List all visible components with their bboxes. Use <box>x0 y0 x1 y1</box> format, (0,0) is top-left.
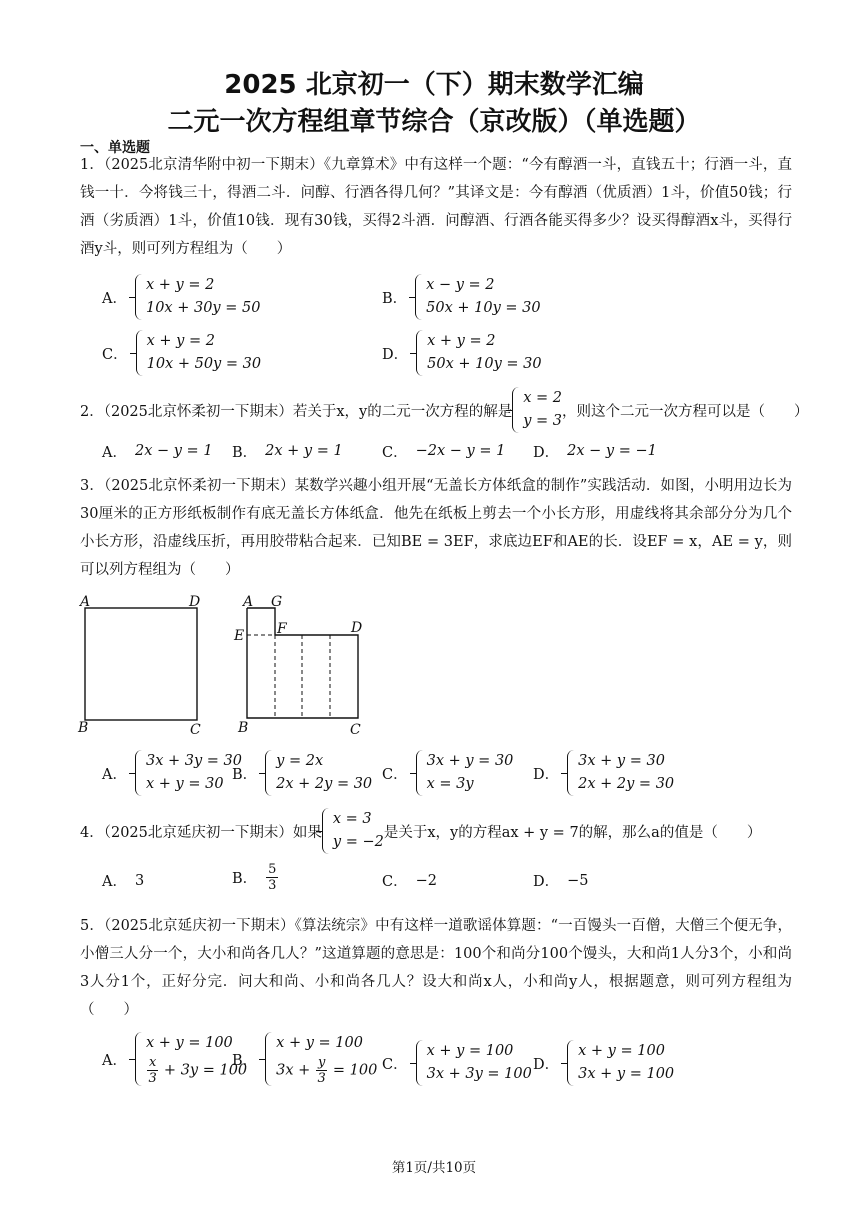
option-label: C． <box>382 445 408 461</box>
equation: 3x + 3y = 100 <box>426 1066 532 1082</box>
option-label: D． <box>533 445 560 461</box>
equation: y = −2 <box>332 834 384 850</box>
label-g: G <box>271 594 283 610</box>
denominator: 3 <box>148 1071 157 1086</box>
solution-system <box>322 808 384 854</box>
equation: x = 3 <box>332 811 372 827</box>
equation: 3x + y = 30 <box>426 753 514 769</box>
equation-system <box>135 1032 247 1086</box>
q5-option-a[interactable] <box>102 1032 247 1086</box>
option-text: 2x + y = 1 <box>265 443 343 459</box>
equation-system <box>135 750 242 796</box>
q5-option-c[interactable] <box>382 1040 532 1086</box>
option-label: C． <box>382 874 408 890</box>
equation: x − y = 2 <box>426 277 495 293</box>
option-label: B． <box>232 1052 258 1069</box>
q1-option-c[interactable] <box>102 330 261 376</box>
q1-option-a[interactable] <box>102 274 260 320</box>
equation-rest: + 3y = 100 <box>159 1062 248 1079</box>
q5-option-b[interactable] <box>232 1032 377 1086</box>
q5-option-d[interactable] <box>533 1040 674 1086</box>
question-1-stem: 1．（2025北京清华附中初一下期末）《九章算术》中有这样一个题：“今有醇酒一斗，直钱五十；行酒一斗，直钱一十．今将钱三十，得酒二斗．问醇、行酒各得几何？”其译文是：今有醇酒（优质酒）1斗，价值50钱；行酒（劣质酒）1斗，价值10钱．现有30钱，买得2斗酒．问醇酒、行酒各能买得多少？设买得醇酒x斗，买得行酒y斗，则可列方程组为（ ） <box>80 157 792 257</box>
equation-system <box>416 750 514 796</box>
equation: x + y = 100 <box>145 1035 233 1051</box>
q3-option-c[interactable] <box>382 750 513 796</box>
option-label: B． <box>232 871 258 887</box>
q4-option-b[interactable] <box>232 862 279 893</box>
equation-rest: = 100 <box>328 1062 378 1079</box>
question-2-stem <box>80 387 809 433</box>
option-label: D． <box>533 1056 560 1073</box>
square-board <box>85 608 197 720</box>
section-heading: 一、单选题 <box>80 140 150 156</box>
equation-system <box>416 330 541 376</box>
q1-option-d[interactable] <box>382 330 542 376</box>
q4-stem-before: 4．（2025北京延庆初一下期末）如果 <box>80 824 322 841</box>
label-a: A <box>80 594 91 610</box>
q2-option-a[interactable] <box>102 440 213 463</box>
q4-option-a[interactable] <box>102 870 144 891</box>
fraction <box>316 1055 327 1086</box>
q4-option-d[interactable] <box>533 870 589 891</box>
equation-system <box>265 750 372 796</box>
equation: x + y = 2 <box>146 333 215 349</box>
option-label: C． <box>382 1056 408 1073</box>
equation-pre: 3x + <box>276 1062 315 1079</box>
equation-system <box>415 274 540 320</box>
equation: 10x + 30y = 50 <box>145 300 261 316</box>
label-b2: B <box>238 720 249 736</box>
equation: 3x + y = 100 <box>578 1066 675 1082</box>
equation-system <box>136 330 261 376</box>
equation-system <box>265 1032 377 1086</box>
equation <box>276 1055 377 1086</box>
q2-option-c[interactable] <box>382 440 505 463</box>
q4-option-c[interactable] <box>382 870 437 891</box>
equation: 3x + y = 30 <box>578 753 665 769</box>
equation: y = 3 <box>523 413 563 429</box>
label-e: E <box>234 628 245 644</box>
option-label: A． <box>102 766 127 783</box>
equation-system <box>567 1040 674 1086</box>
q3-option-a[interactable] <box>102 750 242 796</box>
equation: x + y = 30 <box>145 776 224 792</box>
equation: 10x + 50y = 30 <box>146 356 262 372</box>
equation: x + y = 2 <box>145 277 215 293</box>
q2-option-d[interactable] <box>533 440 657 463</box>
fraction <box>266 862 278 893</box>
option-text: −2x − y = 1 <box>415 443 506 459</box>
label-c2: C <box>350 722 361 738</box>
equation: x = 3y <box>426 776 474 792</box>
option-label: B． <box>382 290 408 307</box>
option-label: D． <box>382 346 409 363</box>
label-c: C <box>190 722 201 738</box>
label-f: F <box>277 621 287 637</box>
option-text: −2 <box>415 872 437 889</box>
option-label: D． <box>533 766 560 783</box>
label-b: B <box>78 720 89 736</box>
option-label: A． <box>102 874 127 890</box>
option-label: A． <box>102 445 127 461</box>
option-label: B． <box>232 445 258 461</box>
q3-figure <box>72 592 372 742</box>
document-subtitle: 二元一次方程组章节综合（京改版）（单选题） <box>167 107 701 137</box>
option-label: A． <box>102 1052 127 1069</box>
q4-stem-after: 是关于x，y的方程ax + y = 7的解，那么a的值是（ ） <box>383 824 762 841</box>
equation-system <box>135 274 260 320</box>
q3-option-d[interactable] <box>533 750 674 796</box>
equation: 50x + 10y = 30 <box>427 356 542 372</box>
equation-system <box>567 750 674 796</box>
numerator: y <box>317 1055 326 1070</box>
label-d2: D <box>351 620 363 636</box>
equation: x + y = 100 <box>578 1043 665 1059</box>
option-label: C． <box>382 766 408 783</box>
denominator: 3 <box>268 878 277 893</box>
option-label: B． <box>232 766 258 783</box>
equation: y = 2x <box>276 753 324 769</box>
question-3-stem: 3．（2025北京怀柔初一下期末）某数学兴趣小组开展“无盖长方体纸盒的制作”实践活动．如图，小明用边长为30厘米的正方形纸板制作有底无盖长方体纸盒．他先在纸板上剪去一个小长方形，用虚线将其余部分分为几个小长方形，沿虚线压折，再用胶带粘合起来．已知BE = 3EF，求底边EF和AE的长．设EF = x，AE = y，则可以列方程组为（ ） <box>80 478 792 578</box>
q3-option-b[interactable] <box>232 750 372 796</box>
denominator: 3 <box>317 1071 326 1086</box>
equation: 2x + 2y = 30 <box>578 776 675 792</box>
solution-system <box>512 387 562 433</box>
label-a2: A <box>243 594 254 610</box>
q2-stem-after: ，则这个二元一次方程可以是（ ） <box>562 403 809 420</box>
option-text: −5 <box>567 872 589 889</box>
label-d: D <box>189 594 201 610</box>
equation: x + y = 100 <box>426 1043 514 1059</box>
option-label: A． <box>102 290 127 307</box>
option-text: 2x − y = −1 <box>567 443 657 459</box>
document-title: 2025 北京初一（下）期末数学汇编 <box>224 70 644 100</box>
equation: x + y = 100 <box>276 1035 363 1051</box>
option-text: 3 <box>134 872 145 889</box>
equation-system <box>416 1040 532 1086</box>
page-footer: 第1页/共10页 <box>391 1160 477 1176</box>
numerator: 5 <box>268 862 277 877</box>
option-label: C． <box>102 346 128 363</box>
equation: 2x + 2y = 30 <box>276 776 373 792</box>
equation: 3x + 3y = 30 <box>145 753 242 769</box>
numerator: x <box>148 1055 157 1070</box>
equation: x + y = 2 <box>427 333 496 349</box>
question-5-stem: 5．（2025北京延庆初一下期末）《算法统宗》中有这样一道歌谣体算题：“一百馒头一百僧，大僧三个便无争，小僧三人分一个，大小和尚各几人？”这道算题的意思是：100个和尚分100个馒头，大和尚1人分3个，小和尚3人分1个，正好分完．问大和尚、小和尚各几人？设大和尚x人，小和尚y人，根据题意，则可列方程组为（ ） <box>80 918 792 1018</box>
equation: x = 2 <box>523 390 563 406</box>
q2-stem-before: 2．（2025北京怀柔初一下期末）若关于x，y的二元一次方程的解是 <box>80 403 513 420</box>
equation: 50x + 10y = 30 <box>426 300 541 316</box>
q2-option-b[interactable] <box>232 440 343 463</box>
option-label: D． <box>533 874 560 890</box>
q1-option-b[interactable] <box>382 274 541 320</box>
question-4-stem <box>80 808 761 854</box>
option-text: 2x − y = 1 <box>134 443 213 459</box>
fraction <box>147 1055 158 1086</box>
